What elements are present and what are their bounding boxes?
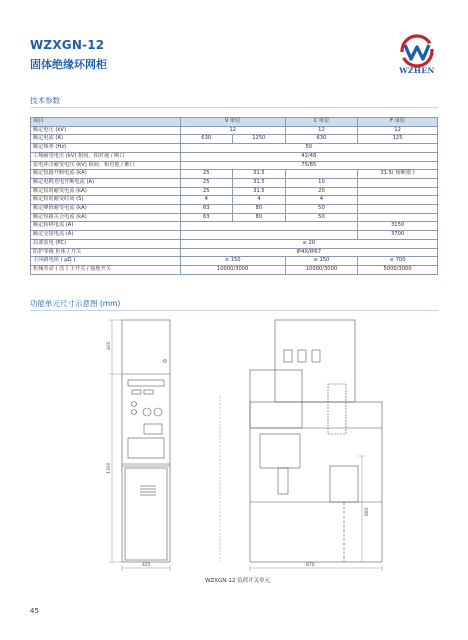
- table-row: [31, 257, 438, 266]
- table-row: [31, 239, 438, 248]
- section-divider: [30, 310, 438, 311]
- cell: 75/85: [180, 161, 437, 170]
- cell: 42/48: [180, 152, 437, 161]
- cell: 10000/3000: [285, 265, 357, 274]
- table-row: [31, 231, 438, 240]
- cell: 20: [285, 187, 357, 196]
- cell: 630: [285, 135, 357, 144]
- diagram-heading: 功能单元尺寸示意图 (mm): [30, 299, 121, 308]
- table-row: [31, 213, 438, 222]
- cell: 80: [232, 205, 285, 214]
- table-row: [31, 135, 438, 144]
- cell: 3700: [358, 231, 438, 240]
- cell: 25: [180, 170, 232, 179]
- row-label: 额定峰值耐受电流 (kA): [31, 205, 181, 214]
- tech-params-heading: 技术参数: [30, 96, 60, 105]
- cell: [358, 196, 438, 205]
- table-row: [31, 205, 438, 214]
- dim-side-height-label: 880: [365, 507, 370, 516]
- drawing-caption: WZXGN-12 负荷开关单元: [205, 578, 271, 584]
- table-row: [31, 178, 438, 187]
- cell: [285, 170, 357, 179]
- cell: [358, 178, 438, 187]
- cell: 12: [358, 126, 438, 135]
- page-number: 45: [30, 607, 39, 615]
- cabinet-dimension-drawing: [100, 316, 440, 584]
- table-row: [31, 248, 438, 257]
- brand-name: WZHEN: [399, 66, 435, 75]
- cell: [358, 213, 438, 222]
- cell: [180, 222, 358, 231]
- cell: 10: [285, 178, 357, 187]
- table-row: [31, 265, 438, 274]
- cell: 4: [232, 196, 285, 205]
- product-title: 固体绝缘环网柜: [30, 58, 107, 71]
- cell: 31.5: [232, 170, 285, 179]
- row-label: 机械寿命 ( 次 ) 主开关 / 接地开关: [31, 265, 181, 274]
- cell: 4: [180, 196, 232, 205]
- row-label: 防护等级 柜体 / 开关: [31, 248, 181, 257]
- cell: [180, 231, 358, 240]
- table-header-row: [31, 118, 438, 127]
- row-label: 额定交接电流 (A): [31, 231, 181, 240]
- table-row: [31, 170, 438, 179]
- row-label: 额定短时耐受时间 (S): [31, 196, 181, 205]
- row-label: 局部放电 (PC): [31, 239, 181, 248]
- cell: 31.5: [232, 187, 285, 196]
- cell: 4: [285, 196, 357, 205]
- cell: [358, 205, 438, 214]
- cell: 12: [285, 126, 357, 135]
- cell: 31.5: [232, 178, 285, 187]
- cell: 5000/3000: [358, 265, 438, 274]
- cell: IP4X/IP67: [180, 248, 437, 257]
- row-label: 额定短路关合电流 (kA): [31, 213, 181, 222]
- cell: 10000/3000: [180, 265, 285, 274]
- section-divider: [30, 107, 438, 108]
- side-view: [250, 320, 382, 562]
- cell: 50: [180, 144, 437, 153]
- row-label: 额定电压 (kV): [31, 126, 181, 135]
- table-row: [31, 152, 438, 161]
- cell: 63: [180, 213, 232, 222]
- table-row: [31, 196, 438, 205]
- table-row: [31, 222, 438, 231]
- dim-side-width-label: 870: [306, 563, 315, 568]
- cell: 1250: [232, 135, 285, 144]
- cell: 125: [358, 135, 438, 144]
- row-label: 额定频率 (Hz): [31, 144, 181, 153]
- tech-params-table: [30, 117, 438, 275]
- model-title: WZXGN-12: [30, 38, 105, 52]
- table-row: [31, 126, 438, 135]
- row-label: 额定短时耐受电流 (kA): [31, 187, 181, 196]
- cell: ≤ 150: [180, 257, 285, 266]
- header-cell: F 单位: [358, 118, 438, 127]
- cell: 25: [180, 178, 232, 187]
- row-label: 主回路电阻 ( μΩ ): [31, 257, 181, 266]
- cell: 12: [180, 126, 285, 135]
- table-row: [31, 161, 438, 170]
- cell: ≤ 20: [180, 239, 437, 248]
- cell: [358, 187, 438, 196]
- table-row: [31, 187, 438, 196]
- row-label: 工频耐受电压 (kV) 相间、相对地 / 断口: [31, 152, 181, 161]
- table-row: [31, 144, 438, 153]
- row-label: 雷电冲击耐受电压 (kV) 相间、相对地 / 断口: [31, 161, 181, 170]
- cell: 31.5( 熔断器 ): [358, 170, 438, 179]
- row-label: 额定电流 (A): [31, 135, 181, 144]
- row-label: 额定转移电流 (A): [31, 222, 181, 231]
- cell: ≤ 700: [358, 257, 438, 266]
- dim-front-width-label: 425: [142, 563, 151, 568]
- dim-top-label: 400: [107, 341, 112, 350]
- cell: 63: [180, 205, 232, 214]
- header-cell: 项目: [31, 118, 181, 127]
- header-cell: C 单位: [285, 118, 357, 127]
- cell: 25: [180, 187, 232, 196]
- cell: 3150: [358, 222, 438, 231]
- header-cell: V 单位: [180, 118, 285, 127]
- row-label: 额定电缆充电开断电流 (A): [31, 178, 181, 187]
- front-view: [122, 320, 170, 562]
- cell: 50: [285, 213, 357, 222]
- dim-bottom-label: 1300: [107, 462, 112, 474]
- cell: 630: [180, 135, 232, 144]
- row-label: 额定短路开断电流 (kA): [31, 170, 181, 179]
- cell: ≤ 150: [285, 257, 357, 266]
- cell: 80: [232, 213, 285, 222]
- cell: 50: [285, 205, 357, 214]
